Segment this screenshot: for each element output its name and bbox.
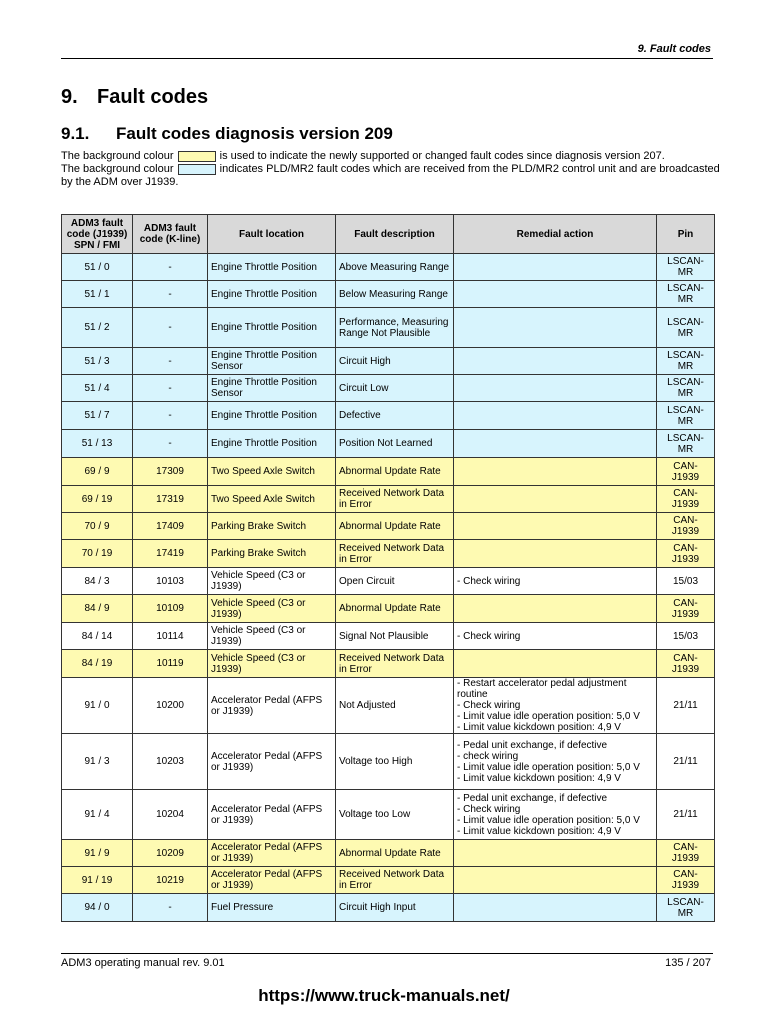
section-title-text: Fault codes diagnosis version 209 [116, 124, 393, 143]
table-row [62, 513, 715, 540]
cell-kline-code: 10103 [133, 568, 208, 595]
cell-kline-code: - [133, 308, 208, 348]
table-row [62, 254, 715, 281]
cell-spn-fmi: 51 / 13 [62, 430, 133, 458]
cell-fault-description: Open Circuit [336, 568, 454, 595]
cell-fault-location: Engine Throttle Position [208, 281, 336, 308]
cell-kline-code: - [133, 894, 208, 922]
cell-kline-code: 10209 [133, 840, 208, 867]
table-row [62, 375, 715, 402]
cell-kline-code: 17319 [133, 486, 208, 513]
cell-spn-fmi: 51 / 2 [62, 308, 133, 348]
cell-spn-fmi: 84 / 9 [62, 595, 133, 623]
cell-spn-fmi: 51 / 0 [62, 254, 133, 281]
cell-pin: LSCAN-MR [657, 894, 715, 922]
cell-fault-description: Below Measuring Range [336, 281, 454, 308]
table-row [62, 402, 715, 430]
cell-spn-fmi: 84 / 3 [62, 568, 133, 595]
table-row [62, 430, 715, 458]
cell-fault-location: Accelerator Pedal (AFPS or J1939) [208, 790, 336, 840]
cell-fault-location: Vehicle Speed (C3 or J1939) [208, 568, 336, 595]
cell-fault-location: Parking Brake Switch [208, 513, 336, 540]
cell-spn-fmi: 51 / 4 [62, 375, 133, 402]
cell-remedial-action [454, 430, 657, 458]
fault-codes-table [61, 214, 715, 922]
cell-pin: LSCAN-MR [657, 348, 715, 375]
cell-kline-code: - [133, 402, 208, 430]
cell-kline-code: - [133, 281, 208, 308]
cell-kline-code: 10200 [133, 678, 208, 734]
footer-manual-title: ADM3 operating manual rev. 9.01 [61, 957, 225, 969]
cell-fault-description: Circuit Low [336, 375, 454, 402]
cell-remedial-action [454, 513, 657, 540]
table-row [62, 568, 715, 595]
cell-fault-description: Voltage too High [336, 734, 454, 790]
cell-pin: CAN-J1939 [657, 540, 715, 568]
cell-fault-description: Signal Not Plausible [336, 623, 454, 650]
cell-fault-description: Abnormal Update Rate [336, 840, 454, 867]
cell-remedial-action [454, 458, 657, 486]
cell-spn-fmi: 91 / 3 [62, 734, 133, 790]
cell-fault-location: Two Speed Axle Switch [208, 486, 336, 513]
cell-spn-fmi: 84 / 14 [62, 623, 133, 650]
table-row [62, 281, 715, 308]
cell-pin: 21/11 [657, 734, 715, 790]
cell-kline-code: 10114 [133, 623, 208, 650]
table-row [62, 348, 715, 375]
cell-fault-location: Accelerator Pedal (AFPS or J1939) [208, 867, 336, 894]
cell-fault-location: Vehicle Speed (C3 or J1939) [208, 595, 336, 623]
cell-kline-code: - [133, 254, 208, 281]
cell-spn-fmi: 70 / 19 [62, 540, 133, 568]
cell-fault-location: Engine Throttle Position [208, 254, 336, 281]
cell-fault-description: Defective [336, 402, 454, 430]
cell-pin: CAN-J1939 [657, 486, 715, 513]
cell-kline-code: 10109 [133, 595, 208, 623]
cell-pin: CAN-J1939 [657, 867, 715, 894]
col-header-description: Fault description [336, 215, 454, 254]
cell-remedial-action: - Pedal unit exchange, if defective - check wiring - Limit value idle operation position: 5,0 V - Limit value kickdown position: 4,9 V [454, 734, 657, 790]
table-row [62, 678, 715, 734]
cell-remedial-action [454, 254, 657, 281]
cell-fault-location: Accelerator Pedal (AFPS or J1939) [208, 840, 336, 867]
cell-spn-fmi: 94 / 0 [62, 894, 133, 922]
intro-line2-end: indicates PLD/MR2 fault codes which are received from the PLD/MR2 control unit and are broadcasted by the ADM over J1939. [61, 163, 720, 188]
cell-kline-code: 17409 [133, 513, 208, 540]
table-row [62, 790, 715, 840]
cell-kline-code: 10219 [133, 867, 208, 894]
cell-remedial-action [454, 650, 657, 678]
chapter-number: 9. [61, 86, 78, 108]
cell-pin: CAN-J1939 [657, 458, 715, 486]
cell-fault-description: Received Network Data in Error [336, 650, 454, 678]
cell-fault-location: Vehicle Speed (C3 or J1939) [208, 650, 336, 678]
cell-spn-fmi: 69 / 19 [62, 486, 133, 513]
table-row [62, 623, 715, 650]
table-row [62, 595, 715, 623]
cell-spn-fmi: 51 / 7 [62, 402, 133, 430]
cell-spn-fmi: 51 / 1 [62, 281, 133, 308]
col-header-action: Remedial action [454, 215, 657, 254]
cell-fault-description: Above Measuring Range [336, 254, 454, 281]
cell-kline-code: 17309 [133, 458, 208, 486]
cell-fault-description: Abnormal Update Rate [336, 595, 454, 623]
cell-pin: LSCAN-MR [657, 254, 715, 281]
cell-fault-description: Position Not Learned [336, 430, 454, 458]
cell-spn-fmi: 91 / 4 [62, 790, 133, 840]
section-number: 9.1. [61, 124, 90, 143]
cell-remedial-action [454, 595, 657, 623]
table-row [62, 894, 715, 922]
table-row [62, 486, 715, 513]
cell-remedial-action [454, 867, 657, 894]
section-title [61, 124, 393, 144]
cell-fault-location: Engine Throttle Position Sensor [208, 348, 336, 375]
table-row [62, 540, 715, 568]
cell-kline-code: - [133, 348, 208, 375]
col-header-pin: Pin [657, 215, 715, 254]
cell-remedial-action [454, 894, 657, 922]
cell-spn-fmi: 91 / 9 [62, 840, 133, 867]
cell-fault-description: Circuit High Input [336, 894, 454, 922]
header-rule [61, 58, 713, 59]
cell-remedial-action [454, 348, 657, 375]
footer-rule [61, 953, 713, 954]
col-header-spn: ADM3 fault code (J1939) SPN / FMI [62, 215, 133, 254]
cell-spn-fmi: 84 / 19 [62, 650, 133, 678]
cell-remedial-action [454, 540, 657, 568]
cell-fault-location: Engine Throttle Position Sensor [208, 375, 336, 402]
cell-kline-code: 10203 [133, 734, 208, 790]
table-header-row [62, 215, 715, 254]
cell-fault-location: Fuel Pressure [208, 894, 336, 922]
table-row [62, 308, 715, 348]
footer-page-number: 135 / 207 [665, 957, 711, 969]
cell-pin: LSCAN-MR [657, 308, 715, 348]
cell-fault-description: Abnormal Update Rate [336, 513, 454, 540]
cell-pin: LSCAN-MR [657, 430, 715, 458]
cell-fault-location: Engine Throttle Position [208, 430, 336, 458]
cell-remedial-action [454, 281, 657, 308]
cell-remedial-action [454, 375, 657, 402]
cell-pin: 21/11 [657, 790, 715, 840]
cell-kline-code: 10119 [133, 650, 208, 678]
intro-line2-start: The background colour [61, 163, 174, 175]
cell-spn-fmi: 69 / 9 [62, 458, 133, 486]
intro-paragraph [61, 150, 721, 189]
cell-fault-location: Engine Throttle Position [208, 308, 336, 348]
col-header-location: Fault location [208, 215, 336, 254]
cell-pin: 15/03 [657, 568, 715, 595]
cell-kline-code: - [133, 375, 208, 402]
cell-fault-description: Received Network Data in Error [336, 486, 454, 513]
cell-remedial-action [454, 308, 657, 348]
cell-spn-fmi: 70 / 9 [62, 513, 133, 540]
watermark-url: https://www.truck-manuals.net/ [258, 986, 510, 1005]
cell-spn-fmi: 91 / 19 [62, 867, 133, 894]
cell-pin: CAN-J1939 [657, 595, 715, 623]
cell-fault-description: Voltage too Low [336, 790, 454, 840]
cell-remedial-action [454, 486, 657, 513]
cell-fault-location: Parking Brake Switch [208, 540, 336, 568]
cell-pin: CAN-J1939 [657, 513, 715, 540]
cell-pin: LSCAN-MR [657, 402, 715, 430]
cell-kline-code: 17419 [133, 540, 208, 568]
table-row [62, 458, 715, 486]
cell-pin: CAN-J1939 [657, 650, 715, 678]
cell-fault-location: Engine Throttle Position [208, 402, 336, 430]
blue-swatch [178, 164, 216, 175]
cell-spn-fmi: 51 / 3 [62, 348, 133, 375]
cell-kline-code: 10204 [133, 790, 208, 840]
cell-pin: CAN-J1939 [657, 840, 715, 867]
intro-line1-end: is used to indicate the newly supported or changed fault codes since diagnosis version 207. [219, 150, 665, 162]
yellow-swatch [178, 151, 216, 162]
cell-fault-description: Circuit High [336, 348, 454, 375]
cell-fault-location: Vehicle Speed (C3 or J1939) [208, 623, 336, 650]
cell-fault-description: Not Adjusted [336, 678, 454, 734]
cell-spn-fmi: 91 / 0 [62, 678, 133, 734]
cell-remedial-action [454, 840, 657, 867]
cell-remedial-action: - Restart accelerator pedal adjustment routine - Check wiring - Limit value idle operation position: 5,0 V - Limit value kickdown position: 4,9 V [454, 678, 657, 734]
running-header: 9. Fault codes [637, 43, 711, 55]
cell-pin: LSCAN-MR [657, 375, 715, 402]
cell-fault-location: Accelerator Pedal (AFPS or J1939) [208, 678, 336, 734]
cell-pin: LSCAN-MR [657, 281, 715, 308]
cell-fault-description: Received Network Data in Error [336, 867, 454, 894]
cell-pin: 15/03 [657, 623, 715, 650]
table-row [62, 867, 715, 894]
chapter-title-text: Fault codes [97, 86, 209, 108]
cell-fault-location: Accelerator Pedal (AFPS or J1939) [208, 734, 336, 790]
cell-fault-description: Performance, Measuring Range Not Plausible [336, 308, 454, 348]
cell-fault-location: Two Speed Axle Switch [208, 458, 336, 486]
cell-fault-description: Abnormal Update Rate [336, 458, 454, 486]
table-row [62, 840, 715, 867]
chapter-title [61, 86, 208, 109]
cell-remedial-action [454, 402, 657, 430]
cell-remedial-action: - Check wiring [454, 568, 657, 595]
cell-fault-description: Received Network Data in Error [336, 540, 454, 568]
cell-remedial-action: - Pedal unit exchange, if defective - Check wiring - Limit value idle operation position: 5,0 V - Limit value kickdown position: 4,9 V [454, 790, 657, 840]
col-header-kline: ADM3 fault code (K-line) [133, 215, 208, 254]
cell-kline-code: - [133, 430, 208, 458]
cell-remedial-action: - Check wiring [454, 623, 657, 650]
table-row [62, 734, 715, 790]
intro-line1-start: The background colour [61, 150, 174, 162]
table-row [62, 650, 715, 678]
cell-pin: 21/11 [657, 678, 715, 734]
